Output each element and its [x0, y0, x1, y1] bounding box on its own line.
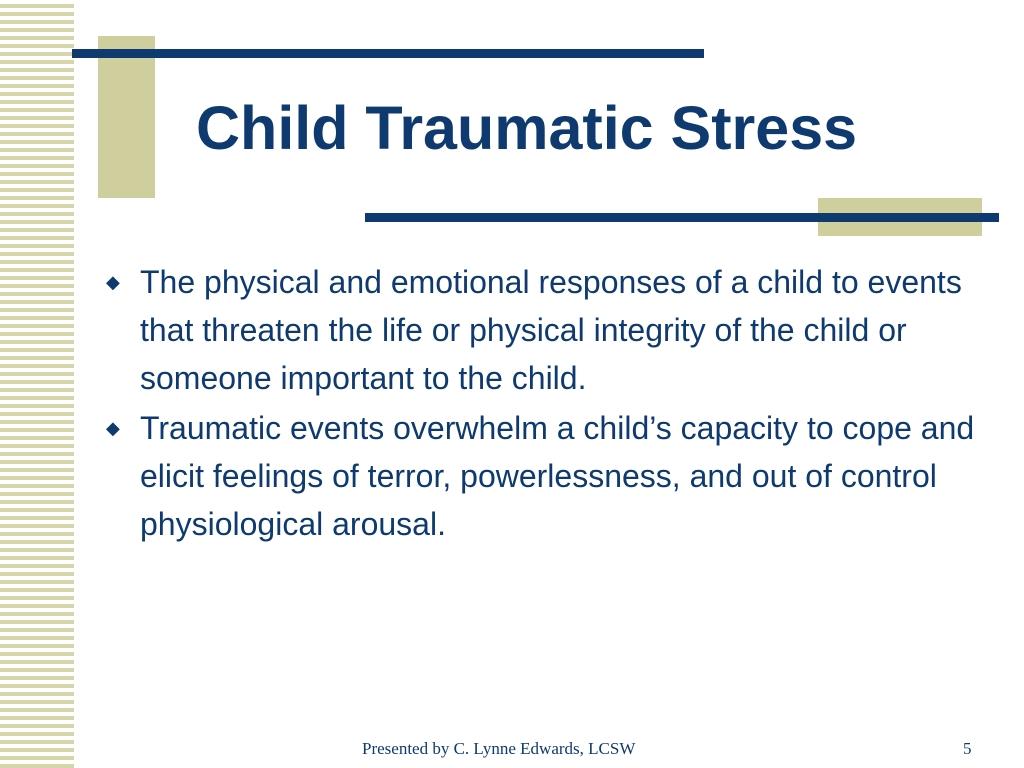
- bullet-item: [104, 404, 984, 548]
- title-rule-bottom: [365, 213, 999, 222]
- bullet-list: [104, 258, 984, 550]
- footer-presenter: Presented by C. Lynne Edwards, LCSW: [362, 739, 636, 758]
- diamond-bullet-icon: ◆: [106, 272, 120, 292]
- decorative-block-left: [98, 36, 155, 198]
- bullet-text: The physical and emotional responses of a child to events that threaten the life or physical integrity of the child or someone important to the child.: [140, 264, 962, 396]
- decorative-stripes: [0, 0, 74, 768]
- slide-title: Child Traumatic Stress: [196, 94, 858, 162]
- diamond-bullet-icon: ◆: [106, 418, 120, 438]
- page-number: 5: [963, 739, 972, 758]
- title-rule-top: [72, 49, 704, 58]
- bullet-item: [104, 258, 984, 402]
- bullet-text: Traumatic events overwhelm a child’s capacity to cope and elicit feelings of terror, powerlessness, and out of control physiological arousal.: [140, 410, 975, 542]
